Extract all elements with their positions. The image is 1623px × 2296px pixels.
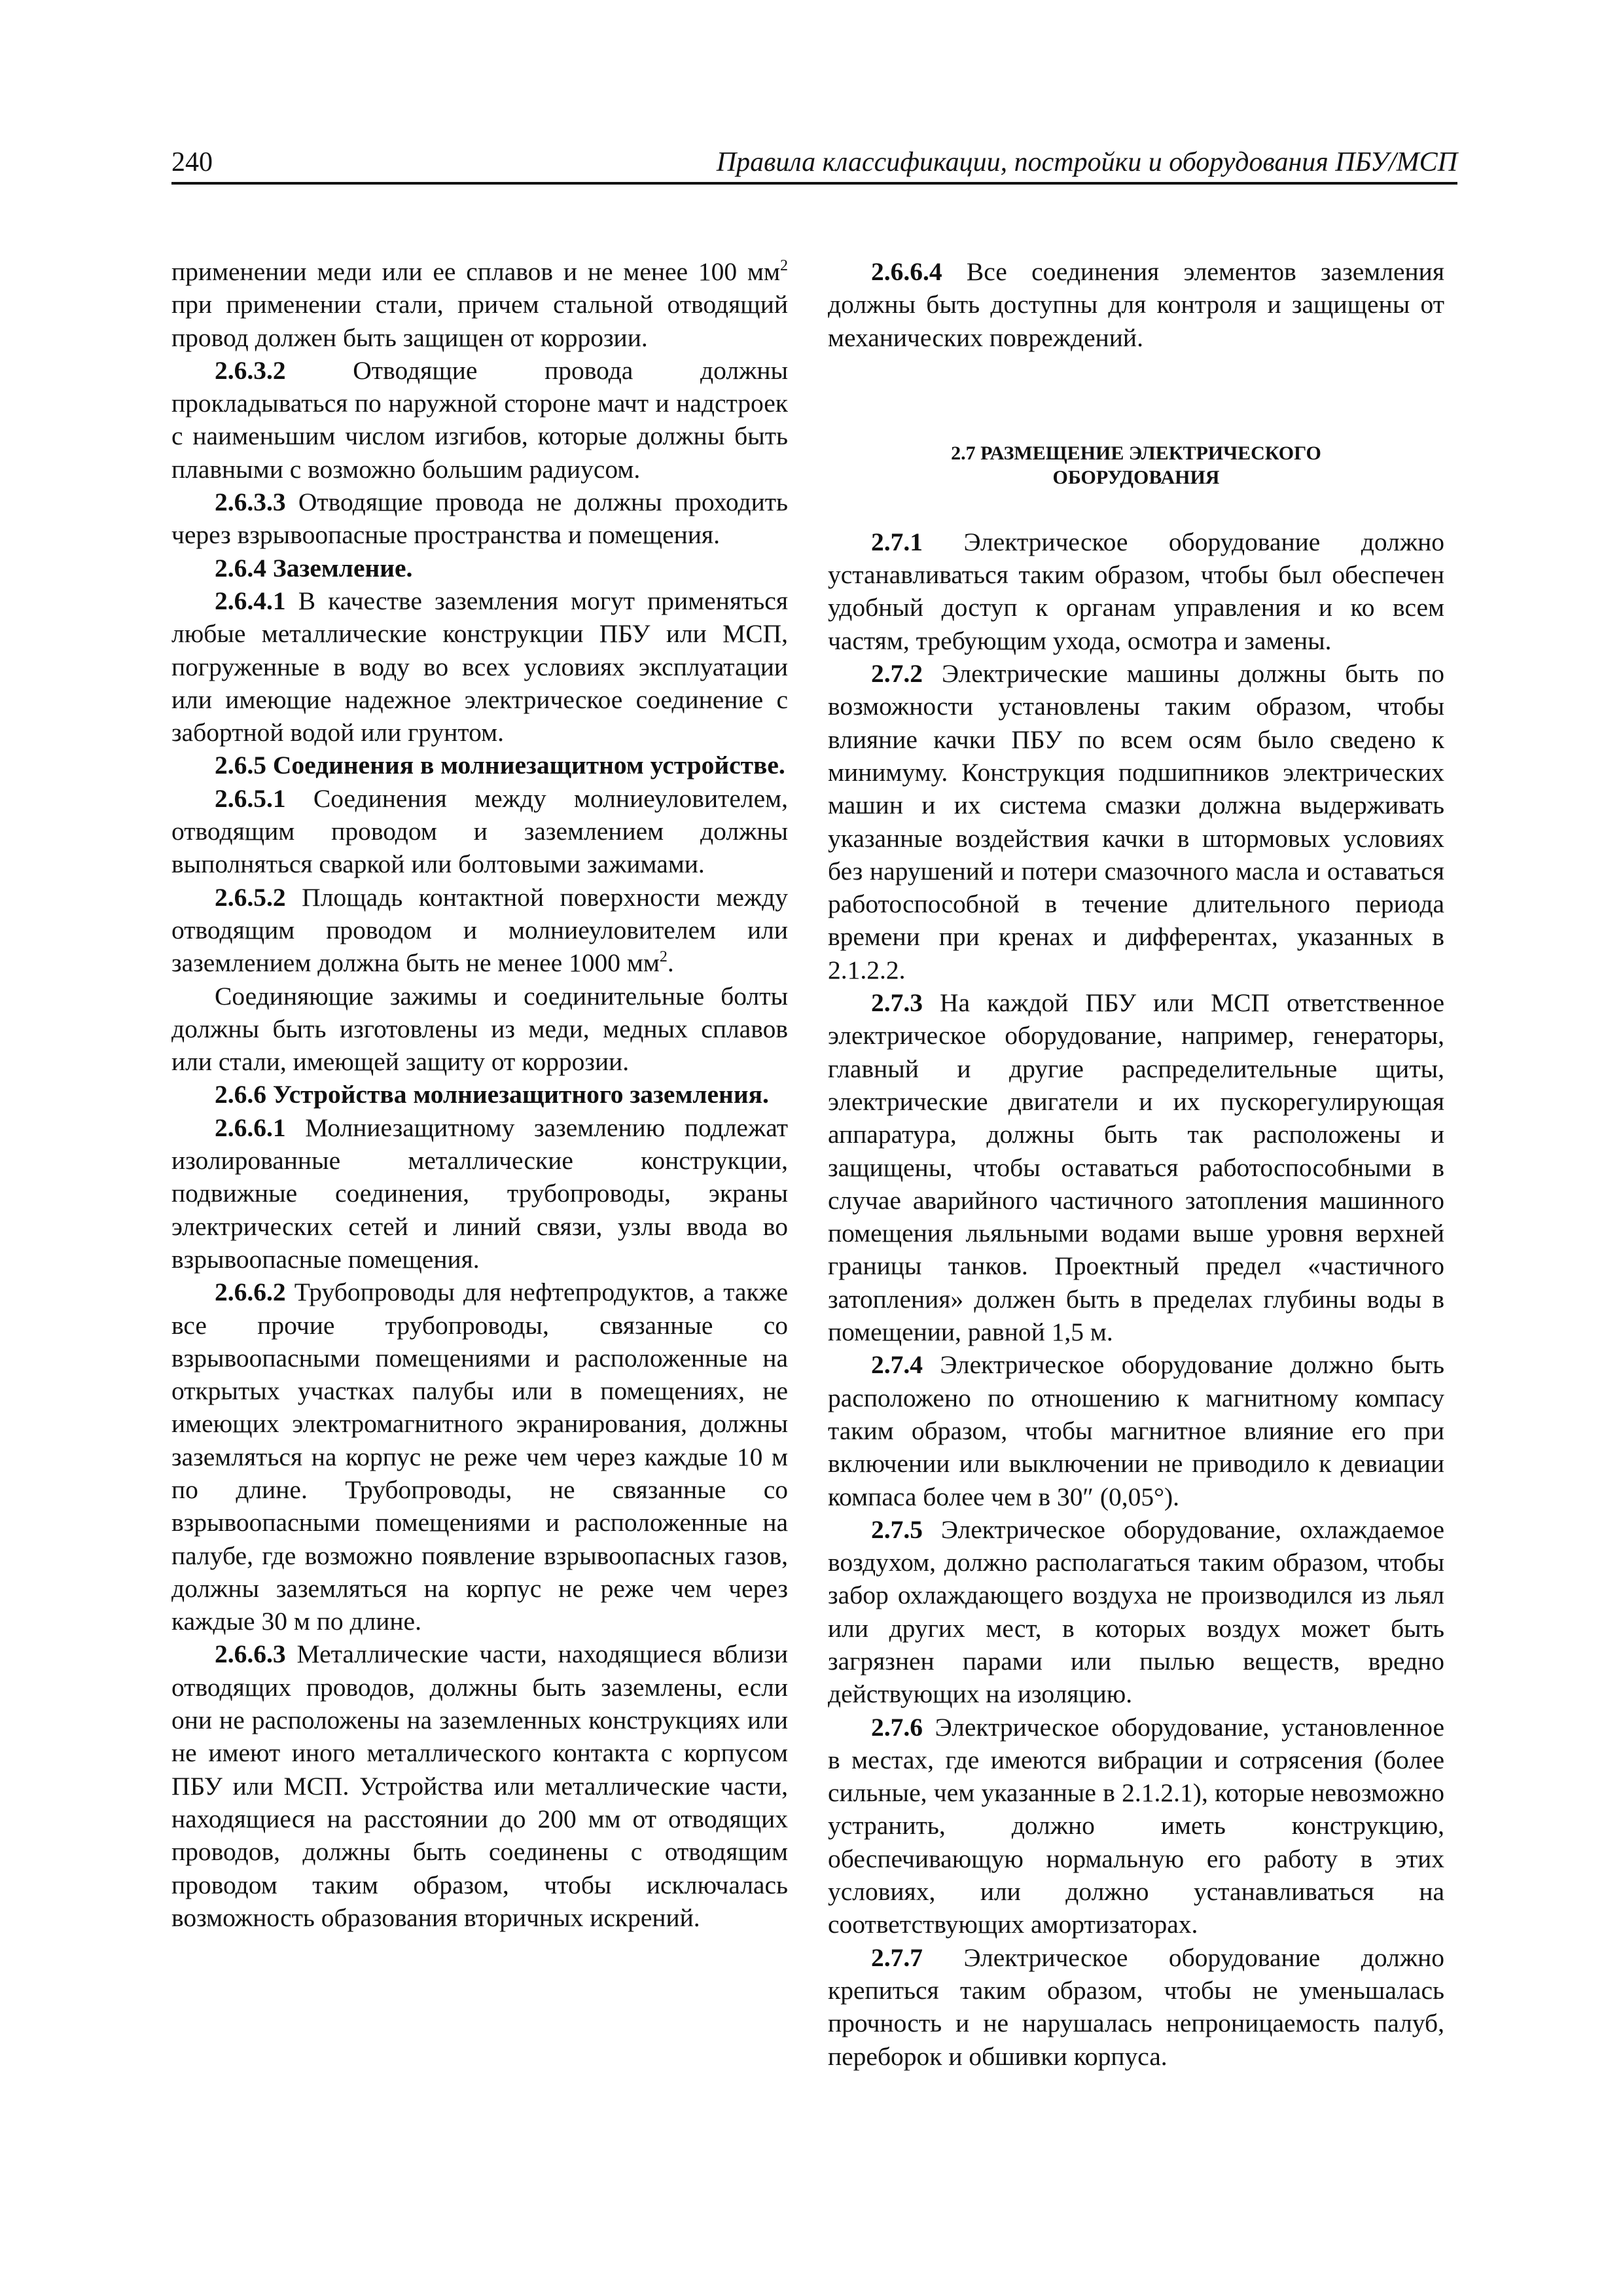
running-title: Правила классификации, постройки и оборудования ПБУ/МСП [716,147,1457,177]
section-title [828,441,1444,490]
clause-number: 2.6.6.2 [215,1278,286,1307]
paragraph [171,1638,788,1934]
clause-number: 2.6.5.1 [215,783,286,813]
page-header [171,139,1457,185]
paragraph [171,881,788,980]
paragraph-text: Отводящие провода должны прокладываться по наружной стороне мачт и надстроек с наименьшим числом изгибов, которые должны быть плавными с возможно большим радиусом. [171,355,788,484]
paragraph-text: при применении стали, причем стальной отводящий провод должен быть защищен от коррозии. [171,290,788,352]
left-column [171,255,788,1934]
paragraph-text: В качестве заземления могут применяться любые металлические конструкции ПБУ или МСП, погруженные в воду во всех условиях эксплуатации или имеющие надежное электрическое соединение с забортной водой или грунтом. [171,586,788,747]
paragraph [171,584,788,749]
paragraph-text: Металлические части, находящиеся вблизи отводящих проводов, должны быть заземлены, если они не расположены на заземленных конструкциях или не имеют иного металлического контакта с корпусом ПБУ или МСП. Устройства или металлические части, находящиеся на расстоянии до 200 мм от отводящих проводов, должны быть соединены с отводящим проводом таким образом, чтобы исключалась возможность образования вторичных искрений. [171,1640,788,1932]
paragraph-text: Электрические машины должны быть по возможности установлены таким образом, чтобы влияние качки ПБУ по всем осям было сведено к минимуму. Конструкция подшипников электрических машин и их система смазки должна выдерживать указанные воздействия качки в штормовых условиях без нарушений и потери смазочного масла и оставаться работоспособной в течение длительного периода времени при кренах и дифферентах, указанных в 2.1.2.2. [828,659,1444,984]
paragraph [828,657,1444,986]
paragraph-text: Соединения между молниеуловителем, отводящим проводом и заземлением должны выполняться сваркой или болтовыми зажимами. [171,783,788,879]
section-title-line: 2.7 РАЗМЕЩЕНИЕ ЭЛЕКТРИЧЕСКОГО [951,442,1321,464]
superscript: 2 [659,948,668,966]
clause-number: 2.6.3.3 [215,488,286,517]
clause-number: 2.7.7 [871,1943,923,1972]
clause-number: 2.7.4 [871,1350,923,1380]
subsection-heading: 2.6.6 Устройства молниезащитного заземления. [215,1080,769,1109]
paragraph [171,782,788,881]
paragraph-text: Электрическое оборудование, установленное в местах, где имеются вибрации и сотрясения (более сильные, чем указанные в 2.1.2.1), которые невозможно устранить, должно иметь конструкцию, обеспечивающую нормальную его работу в этих условиях, или должно устанавливаться на соответствующих амортизаторах. [828,1712,1444,1939]
clause-number: 2.7.1 [871,527,923,556]
clause-number: 2.7.5 [871,1515,923,1544]
subsection-heading: 2.6.5 Соединения в молниезащитном устройстве. [215,751,785,780]
paragraph-text: Электрическое оборудование должно устанавливаться таким образом, чтобы был обеспечен удобный доступ к органам управления и ко всем частям, требующим ухода, осмотра и замены. [828,527,1444,655]
clause-number: 2.7.2 [871,659,923,689]
paragraph [171,1111,788,1276]
clause-number: 2.7.3 [871,988,923,1018]
paragraph-text: Трубопроводы для нефтепродуктов, а также все прочие трубопроводы, связанные со взрывоопасными помещениями и расположенные на открытых участках палубы или в помещениях, не имеющих электромагнитного экранирования, должны заземляться на корпус не реже чем через каждые 10 м по длине. Трубопроводы, не связанные со взрывоопасными помещениями и расположенные на палубе, где возможно появление взрывоопасных газов, должны заземляться на корпус не реже чем через каждые 30 м по длине. [171,1278,788,1636]
paragraph-text: Площадь контактной поверхности между отводящим проводом и молниеуловителем или заземлением должна быть не менее 1000 мм [171,882,788,978]
clause-number: 2.6.4.1 [215,586,286,615]
paragraph-text: Все соединения элементов заземления должны быть доступны для контроля и защищены от механических повреждений. [828,257,1444,352]
section-title-line: ОБОРУДОВАНИЯ [1052,466,1220,488]
page-number: 240 [171,147,213,177]
paragraph [171,980,788,1079]
right-column [828,255,1444,2073]
clause-number: 2.7.6 [871,1712,923,1742]
paragraph [828,526,1444,657]
clause-number: 2.6.6.1 [215,1113,286,1142]
paragraph-text: Отводящие провода не должны проходить через взрывоопасные пространства и помещения. [171,488,788,550]
paragraph-text: Электрическое оборудование должно быть расположено по отношению к магнитному компасу таким образом, чтобы магнитное влияние его при включении или выключении не приводило к девиации компаса более чем в 30″ (0,05°). [828,1350,1444,1511]
paragraph [828,1348,1444,1513]
paragraph-text: . [667,948,674,978]
paragraph [828,255,1444,354]
paragraph-text: применении меди или ее сплавов и не менее 100 мм [171,257,780,286]
paragraph [828,1941,1444,2073]
paragraph-text: Соединяющие зажимы и соединительные болты должны быть изготовлены из меди, медных сплавов или стали, имеющей защиту от коррозии. [171,981,788,1077]
paragraph [171,1276,788,1638]
paragraph-text: На каждой ПБУ или МСП ответственное электрическое оборудование, например, генераторы, главный и другие распределительные щиты, электрические двигатели и их пускорегулирующая аппаратура, должны быть так расположены и защищены, чтобы оставаться работоспособными в случае аварийного частичного затопления машинного помещения льяльными водами выше уровня верхней границы танков. Проектный предел «частичного затопления» должен быть в пределах глубины воды в помещении, равной 1,5 м. [828,988,1444,1347]
paragraph [828,986,1444,1348]
clause-number: 2.6.6.4 [871,257,942,286]
paragraph-text: Электрическое оборудование, охлаждаемое воздухом, должно располагаться таким образом, чтобы забор охлаждающего воздуха не производился из льял или других мест, в которых воздух может быть загрязнен парами или пылью веществ, вредно действующих на изоляцию. [828,1515,1444,1709]
paragraph [828,1711,1444,1941]
paragraph-text: Электрическое оборудование должно крепиться таким образом, чтобы не уменьшалась прочность и не нарушалась непроницаемость палуб, переборок и обшивки корпуса. [828,1943,1444,2071]
clause-number: 2.6.3.2 [215,355,286,385]
paragraph [828,1513,1444,1711]
clause-number: 2.6.5.2 [215,882,286,912]
paragraph-text: Молниезащитному заземлению подлежат изолированные металлические конструкции, подвижные соединения, трубопроводы, экраны электрических сетей и линий связи, узлы ввода во взрывоопасные помещения. [171,1113,788,1274]
superscript: 2 [780,257,788,274]
clause-number: 2.6.6.3 [215,1640,286,1669]
paragraph [171,354,788,486]
paragraph [171,486,788,552]
paragraph [171,255,788,354]
subsection-heading: 2.6.4 Заземление. [215,553,413,583]
